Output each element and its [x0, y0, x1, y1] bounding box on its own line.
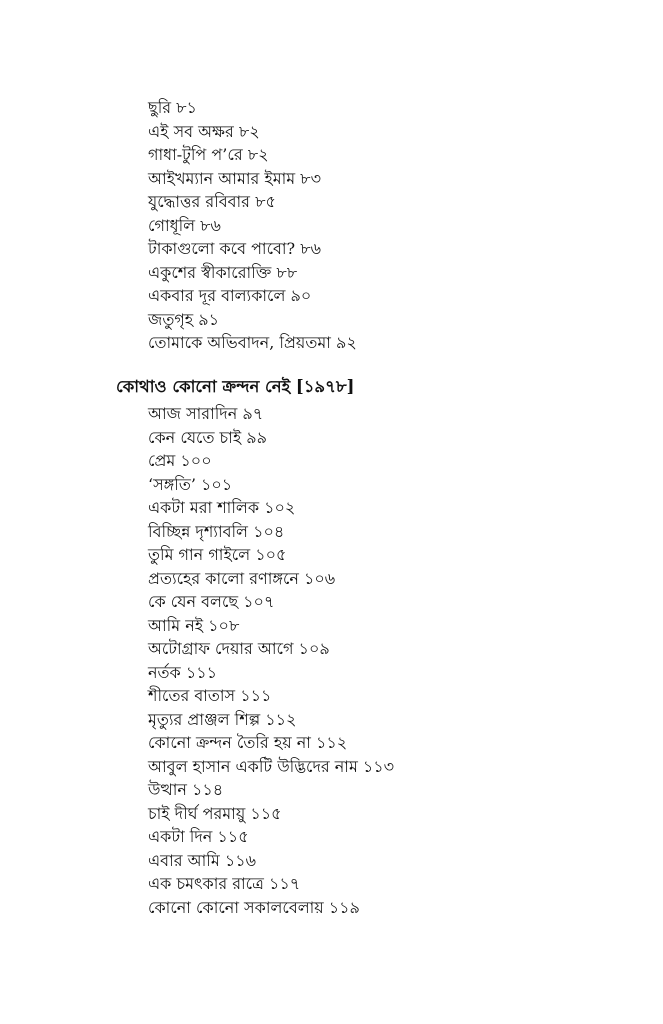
toc-entry: প্রত্যহের কালো রণাঙ্গনে ১০৬: [148, 568, 336, 588]
toc-entry: বিচ্ছিন্ন দৃশ্যাবলি ১০৪: [148, 521, 285, 541]
toc-entry: ছুরি ৮১: [148, 98, 197, 117]
toc-entry: উত্থান ১১৪: [148, 780, 224, 799]
toc-entry: আইখম্যান আমার ইমাম ৮৩: [148, 168, 321, 188]
toc-entry: আমি নই ১০৮: [148, 615, 240, 635]
toc-entry: গাধা-টুপি প’রে ৮২: [148, 145, 269, 164]
toc-entry: জতুগৃহ ৯১: [148, 309, 220, 329]
toc-entry: যুদ্ধোত্তর রবিবার ৮৫: [148, 192, 276, 211]
toc-entry: অটোগ্রাফ দেয়ার আগে ১০৯: [148, 639, 330, 658]
toc-entry: এবার আমি ১১৬: [148, 850, 256, 870]
toc-entry: এক চমৎকার রাত্রে ১১৭: [148, 874, 301, 893]
toc-entry: একটা মরা শালিক ১০২: [148, 498, 296, 517]
toc-entry: মৃত্যুর প্রাঞ্জল শিল্প ১১২: [148, 709, 297, 729]
toc-entry: তুমি গান গাইলে ১০৫: [148, 545, 287, 564]
toc-entry: কেন যেতে চাই ৯৯: [148, 427, 267, 447]
toc-entry: নর্তক ১১১: [148, 662, 217, 682]
toc-entry: আজ সারাদিন ৯৭: [148, 404, 264, 423]
toc-entry: গোধূলি ৮৬: [148, 215, 221, 235]
toc-entry: একুশের স্বীকারোক্তি ৮৮: [148, 262, 298, 282]
toc-entry: কে যেন বলছে ১০৭: [148, 592, 275, 611]
toc-entry: তোমাকে অভিবাদন, প্রিয়তমা ৯২: [148, 333, 357, 352]
section-heading: কোথাও কোনো ক্রন্দন নেই [১৯৭৮]: [116, 377, 355, 396]
toc-entry: প্রেম ১০০: [148, 451, 212, 470]
toc-entry: কোনো কোনো সকালবেলায় ১১৯: [148, 897, 360, 917]
toc-entry: এই সব অক্ষর ৮২: [148, 121, 260, 141]
toc-list-part1: [148, 96, 357, 355]
toc-entry: একটা দিন ১১৫: [148, 827, 249, 846]
toc-entry: আবুল হাসান একটি উদ্ভিদের নাম ১১৩: [148, 756, 395, 776]
toc-entry: শীতের বাতাস ১১১: [148, 686, 272, 705]
toc-entry: টাকাগুলো কবে পাবো? ৮৬: [148, 239, 321, 258]
toc-entry: কোনো ক্রন্দন তৈরি হয় না ১১২: [148, 733, 348, 752]
toc-entry: একবার দূর বাল্যকালে ৯০: [148, 286, 312, 305]
toc-list-part2: [148, 402, 394, 919]
toc-entry: চাই দীর্ঘ পরমায়ু ১১৫: [148, 803, 282, 823]
toc-entry: ‘সঙ্গতি’ ১০১: [148, 474, 233, 494]
